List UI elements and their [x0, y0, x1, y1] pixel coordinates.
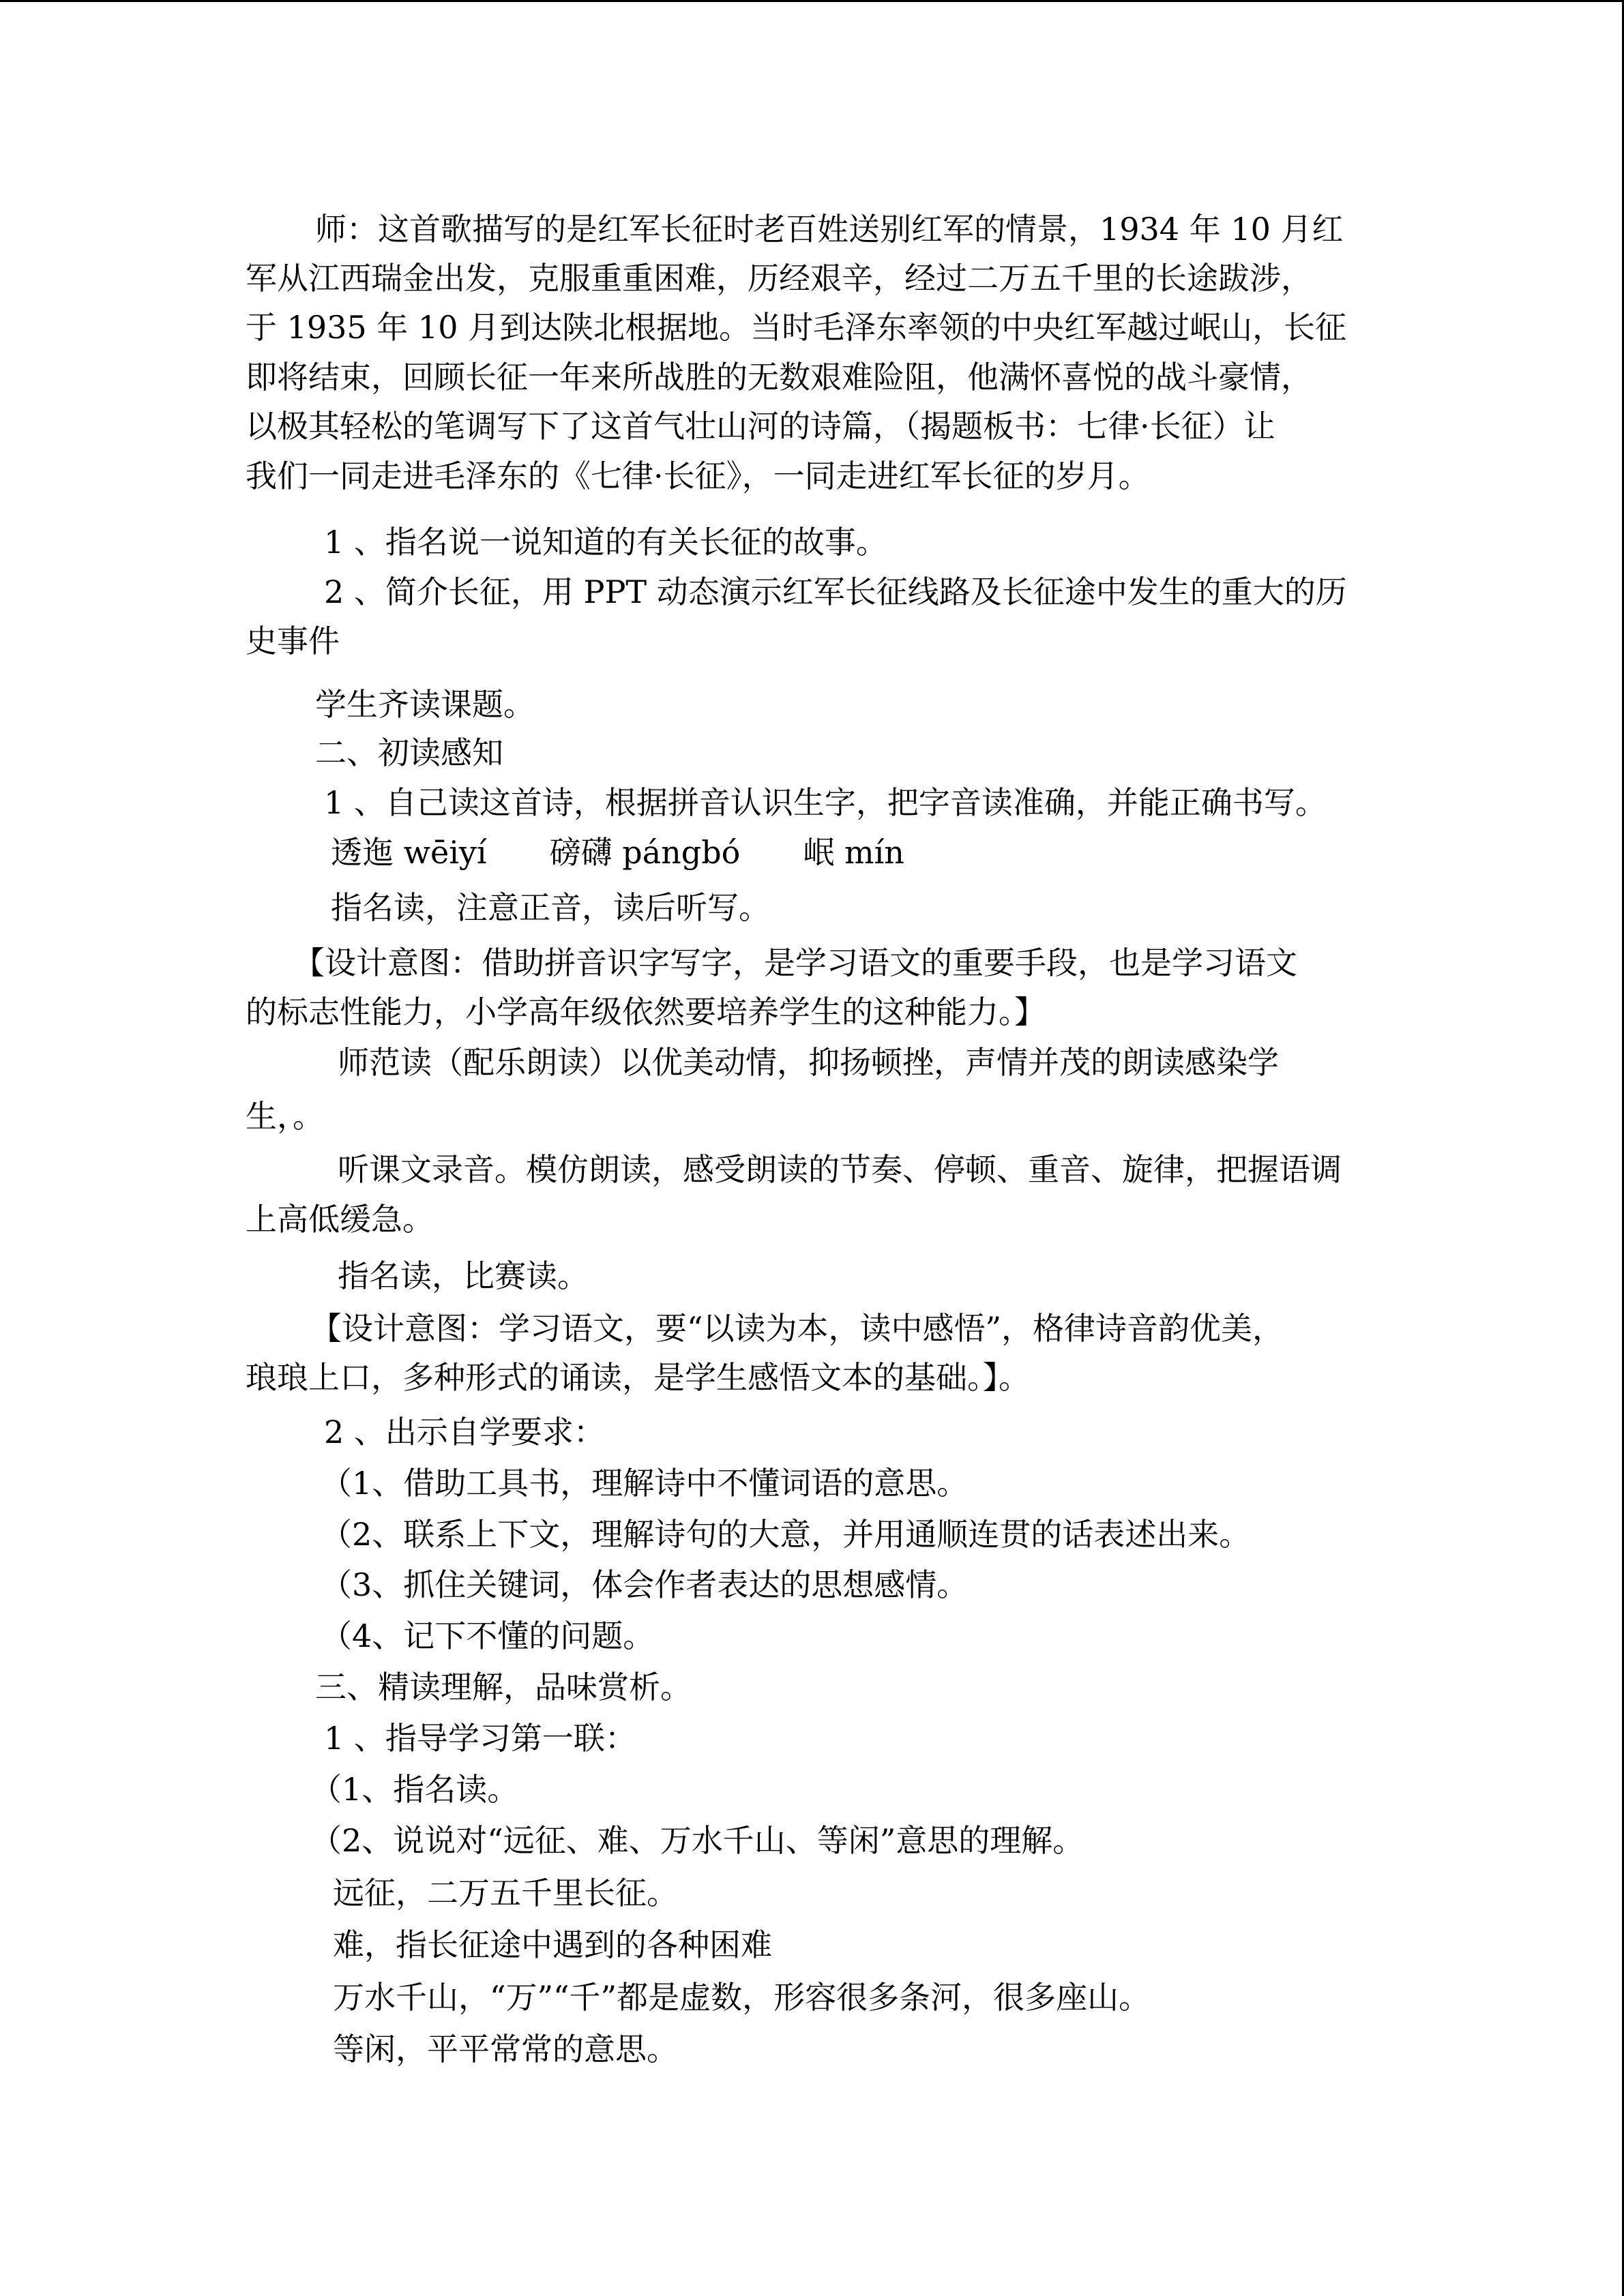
paragraph-line: 难，指长征途中遇到的各种困难: [333, 1926, 772, 1963]
section-heading: 三、精读理解，品味赏析。: [315, 1669, 692, 1705]
paragraph-line: 生，。: [246, 1098, 324, 1135]
section-heading: 二、初读感知: [315, 734, 503, 771]
design-intent-note: 的标志性能力，小学高年级依然要培养学生的这种能力。】: [246, 994, 1046, 1030]
paragraph-line: 以极其轻松的笔调写下了这首气壮山河的诗篇，（揭题板书：七律·长征）让: [246, 408, 1275, 445]
paragraph-line: 即将结束，回顾长征一年来所战胜的无数艰难险阻，他满怀喜悦的战斗豪情，: [246, 359, 1312, 396]
list-item: （2、说说对“远征、难、万水千山、等闲”意思的理解。: [310, 1822, 1084, 1859]
paragraph-line: 指名读，注意正音，读后听写。: [331, 889, 770, 926]
paragraph-line: 于 1935 年 10 月到达陕北根据地。当时毛泽东率领的中央红军越过岷山，长征: [246, 309, 1347, 346]
pinyin-line: 透迤 wēiyí 磅礴 pángbó 岷 mín: [331, 834, 904, 871]
list-item: （4、记下不懂的问题。: [321, 1617, 655, 1654]
design-intent-note: 琅琅上口，多种形式的诵读，是学生感悟文本的基础。】。: [246, 1359, 1030, 1396]
paragraph-line: 万水千山，“万”“千”都是虚数，形容很多条河，很多座山。: [333, 1979, 1151, 2016]
list-item: （2、联系上下文，理解诗句的大意，并用通顺连贯的话表述出来。: [321, 1516, 1251, 1553]
paragraph-line: 听课文录音。模仿朗读，感受朗读的节奏、停顿、重音、旋律，把握语调: [338, 1151, 1342, 1188]
paragraph-line: 史事件: [246, 623, 340, 659]
list-item: 1 、指导学习第一联：: [324, 1720, 636, 1757]
design-intent-note: 【设计意图：借助拼音识字写字，是学习语文的重要手段，也是学习语文: [293, 944, 1297, 981]
design-intent-note: 【设计意图：学习语文，要“以读为本，读中感悟”，格律诗音韵优美，: [310, 1310, 1284, 1347]
paragraph-line: 远征，二万五千里长征。: [333, 1875, 678, 1911]
paragraph-line: 指名读，比赛读。: [338, 1257, 589, 1294]
list-item: （3、抓住关键词，体会作者表达的思想感情。: [321, 1566, 969, 1603]
paragraph-line: 上高低缓急。: [246, 1201, 434, 1238]
paragraph-line: 师范读（配乐朗读）以优美动情，抑扬顿挫，声情并茂的朗读感染学: [338, 1044, 1279, 1081]
list-item: 1 、自己读这首诗，根据拼音认识生字，把字音读准确，并能正确书写。: [324, 784, 1327, 821]
paragraph-line: 我们一同走进毛泽东的《七律·长征》，一同走进红军长征的岁月。: [246, 458, 1150, 494]
list-item: （1、指名读。: [310, 1771, 519, 1808]
paragraph-line: 师：这首歌描写的是红军长征时老百姓送别红军的情景，1934 年 10 月红: [315, 211, 1344, 248]
list-item: 2 、出示自学要求：: [324, 1414, 605, 1450]
list-item: 1 、指名说一说知道的有关长征的故事。: [324, 524, 887, 561]
paragraph-line: 军从江西瑞金出发，克服重重困难，历经艰辛，经过二万五千里的长途跋涉，: [246, 260, 1312, 297]
paragraph-line: 等闲，平平常常的意思。: [333, 2031, 678, 2068]
paragraph-line: 学生齐读课题。: [315, 686, 535, 723]
list-item: 2 、简介长征，用 PPT 动态演示红军长征线路及长征途中发生的重大的历: [324, 573, 1347, 610]
list-item: （1、借助工具书，理解诗中不懂词语的意思。: [321, 1465, 969, 1502]
